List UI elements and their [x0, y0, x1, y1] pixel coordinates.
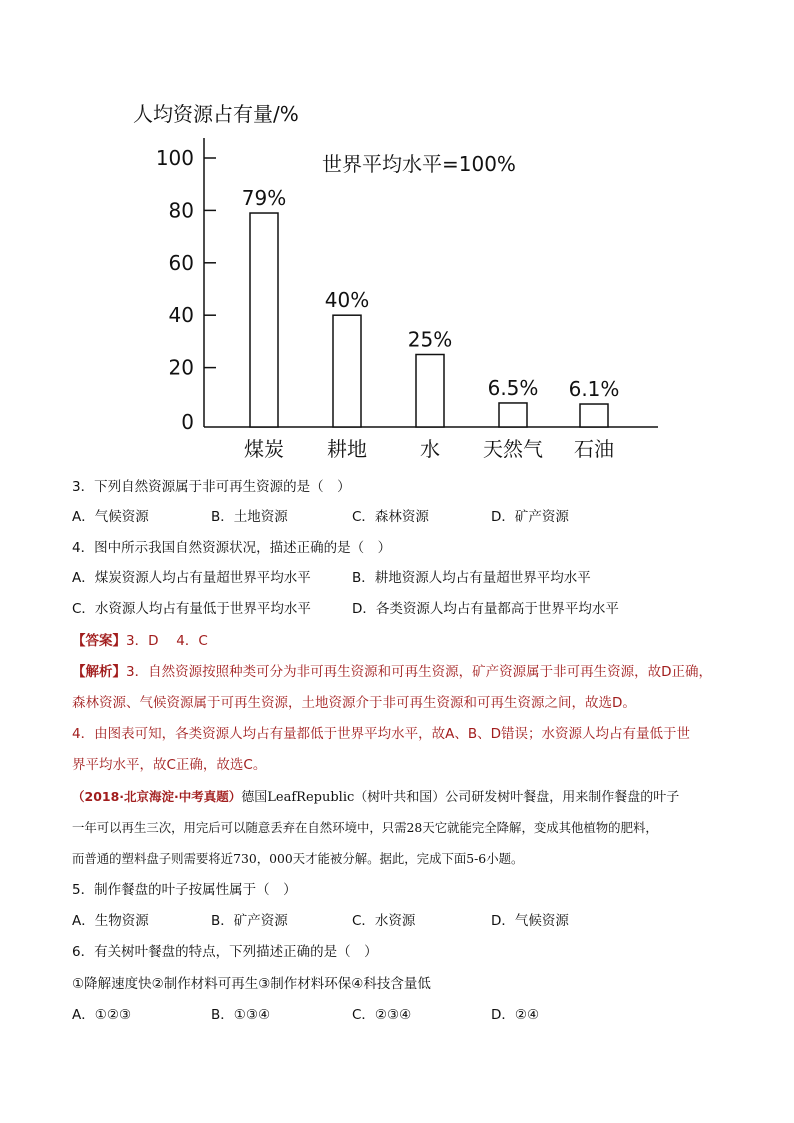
- bar-value-label: 6.5%: [487, 375, 539, 400]
- material-line-3: 而普通的塑料盘子则需要将近730，000天才能被分解。据此，完成下面5-6小题。: [72, 851, 524, 866]
- x-category-label: 水: [420, 437, 440, 461]
- y-tick-label: 60: [168, 250, 194, 275]
- x-category-label: 石油: [574, 437, 614, 461]
- q4-stem: 4．图中所示我国自然资源状况，描述正确的是（ ）: [72, 540, 392, 556]
- q5-stem: 5．制作餐盘的叶子按属性属于（ ）: [72, 882, 297, 898]
- bar-value-label: 79%: [241, 186, 287, 211]
- q3-option-a[interactable]: A．气候资源: [72, 509, 149, 525]
- chart-annotation: 世界平均水平=100%: [322, 152, 516, 176]
- material-line-2: 一年可以再生三次，用完后可以随意丢弃在自然环境中，只需28天它就能完全降解，变成其他植物的肥料，: [72, 820, 658, 835]
- q5-option-c[interactable]: C．水资源: [352, 913, 416, 929]
- material-line-1: （2018·北京海淀·中考真题）德国LeafRepublic（树叶共和国）公司研发树叶餐盘，用来制作餐盘的叶子: [72, 789, 680, 805]
- q3-option-c[interactable]: C．森林资源: [352, 509, 429, 525]
- y-tick-label: 0: [181, 410, 194, 434]
- bar-value-label: 25%: [407, 327, 453, 352]
- bar-3: [416, 355, 444, 428]
- analysis-line-4: 界平均水平，故C正确，故选C。: [72, 757, 267, 773]
- q6-option-c[interactable]: C．②③④: [352, 1007, 412, 1023]
- q6-stem: 6．有关树叶餐盘的特点，下列描述正确的是（ ）: [72, 944, 378, 960]
- analysis-tag: 【解析】: [72, 664, 126, 680]
- bar-1: [250, 213, 278, 427]
- y-tick-label: 40: [168, 303, 194, 328]
- q5-option-a[interactable]: A．生物资源: [72, 913, 149, 929]
- y-tick-label: 100: [155, 146, 194, 170]
- q4-option-c[interactable]: C．水资源人均占有量低于世界平均水平: [72, 601, 311, 617]
- q5-option-d[interactable]: D．气候资源: [491, 913, 569, 929]
- analysis-line-3: 4．由图表可知，各类资源人均占有量都低于世界平均水平，故A、B、D错误；水资源人均占有量低于世: [72, 726, 690, 742]
- q3-option-d[interactable]: D．矿产资源: [491, 509, 569, 525]
- q4-option-a[interactable]: A．煤炭资源人均占有量超世界平均水平: [72, 570, 311, 586]
- q6-option-a[interactable]: A．①②③: [72, 1007, 132, 1023]
- material-source: （2018·北京海淀·中考真题）: [72, 789, 242, 804]
- analysis-line-1: 【解析】3．自然资源按照种类可分为非可再生资源和可再生资源，矿产资源属于非可再生资源，故D正确，: [72, 664, 712, 680]
- answer-line: [72, 632, 208, 650]
- analysis-line-2: 森林资源、气候资源属于可再生资源，土地资源介于非可再生资源和可再生资源之间，故选D。: [72, 695, 636, 711]
- q3-stem: 3．下列自然资源属于非可再生资源的是（ ）: [72, 479, 351, 495]
- q3-option-b[interactable]: B．土地资源: [211, 509, 288, 525]
- q4-option-d[interactable]: D．各类资源人均占有量都高于世界平均水平: [352, 601, 619, 617]
- x-category-label: 煤炭: [244, 437, 284, 461]
- q6-items: ①降解速度快②制作材料可再生③制作材料环保④科技含量低: [72, 976, 431, 992]
- bar-4: [499, 403, 527, 427]
- bar-value-label: 40%: [324, 288, 370, 313]
- bar-5: [580, 404, 608, 427]
- bar-2: [333, 315, 361, 427]
- y-tick-label: 20: [168, 355, 194, 380]
- q6-option-d[interactable]: D．②④: [491, 1007, 540, 1023]
- x-category-label: 天然气: [483, 437, 543, 461]
- q5-option-b[interactable]: B．矿产资源: [211, 913, 288, 929]
- answer-text: 3．D 4．C: [126, 633, 208, 649]
- x-category-label: 耕地: [327, 437, 367, 461]
- q4-option-b[interactable]: B．耕地资源人均占有量超世界平均水平: [352, 570, 591, 586]
- chart-ylabel: 人均资源占有量/%: [133, 102, 299, 126]
- q6-option-b[interactable]: B．①③④: [211, 1007, 271, 1023]
- answer-tag: 【答案】: [72, 633, 126, 649]
- bar-value-label: 6.1%: [568, 377, 620, 402]
- y-tick-label: 80: [168, 198, 194, 223]
- resource-bar-chart: [0, 0, 794, 470]
